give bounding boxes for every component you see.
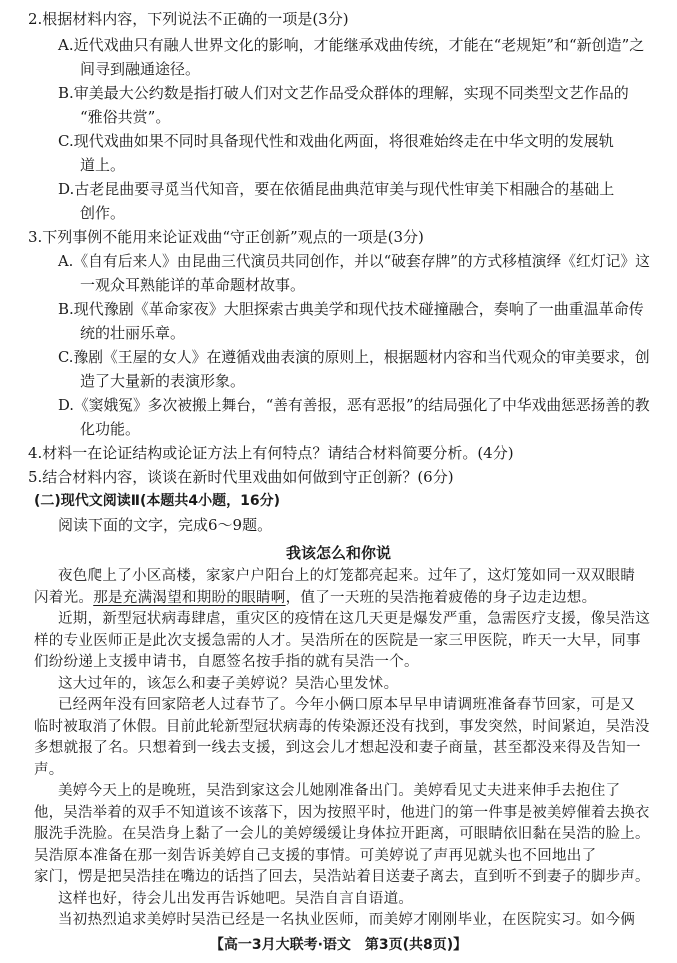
q3-option-d-line1: D.《窦娥冤》多次被搬上舞台，“善有善报，恶有恶报”的结局强化了中华戏曲惩恶扬善的教 [58,396,650,414]
story-p5-line4: 吴浩原本准备在那一刻告诉美婷自己支援的事情。可美婷说了声再见就头也不回地出了 [34,847,597,864]
q2-option-a-line2: 间寻到融通途径。 [80,60,201,78]
section-heading: (二)现代文阅读Ⅱ(本题共4小题，16分) [34,493,281,509]
q3-option-a-line2: 一观众耳熟能详的革命题材故事。 [80,276,306,294]
story-p5-line3: 服洗手洗脸。在吴浩身上黏了一会儿的美婷缓缓让身体拉开距离，可眼睛依旧黏在吴浩的脸上。 [34,826,650,842]
story-p2-line2: 样的专业医师正是此次支援急需的人才。吴浩所在的医院是一家三甲医院，昨天一大早，同事 [34,632,641,649]
story-p1-line2 [34,588,596,608]
q3-option-a-line1: A.《自有后来人》由昆曲三代演员共同创作，并以“破套存牌”的方式移植演绎《红灯记》这 [58,252,650,270]
q2-option-c-line1: C.现代戏曲如果不同时具备现代性和戏曲化两面，将很难始终走在中华文明的发展轨 [58,132,614,150]
reading-instruction: 阅读下面的文字，完成6～9题。 [58,516,273,534]
q3-option-c-line2: 造了大量新的表演形象。 [80,372,246,390]
question-3-stem: 3.下列事例不能用来论证戏曲“守正创新”观点的一项是(3分) [28,228,424,246]
q3-option-b-line2: 统的壮丽乐章。 [80,324,186,342]
q2-option-d-line2: 创作。 [80,204,126,222]
story-p5-line5: 家门，愣是把吴浩挂在嘴边的话挡了回去，吴浩站着目送妻子离去，直到听不到妻子的脚步声。 [34,869,650,885]
story-p4-line4: 声。 [34,761,64,778]
story-p1-line1: 夜色爬上了小区高楼，家家户户阳台上的灯笼都亮起来。过年了，这灯笼如同一双双眼睛 [58,568,636,584]
q2-option-c-line2: 道上。 [80,156,126,174]
story-text: 闪着光。 [34,589,94,606]
story-p4-line3: 多想就报了名。只想着到一线去支援，到这会儿才想起没和妻子商量，甚至都没来得及告知一 [34,740,641,756]
story-p2-line1: 近期，新型冠状病毒肆虐，重灾区的疫情在这几天更是爆发严重，急需医疗支援，像吴浩这 [58,611,650,627]
q3-option-b-line1: B.现代豫剧《革命家夜》大胆探索古典美学和现代技术碰撞融合，奏响了一曲重温革命传 [58,300,644,318]
story-p3-line1: 这大过年的，该怎么和妻子美婷说？吴浩心里发怵。 [58,675,399,692]
q2-option-b-line2: “雅俗共赏”。 [80,108,171,126]
question-5: 5.结合材料内容，谈谈在新时代里戏曲如何做到守正创新？(6分) [28,468,454,486]
q2-option-b-line1: B.审美最大公约数是指打破人们对文艺作品受众群体的理解，实现不同类型文艺作品的 [58,84,629,102]
page-footer: 【高一3月大联考·语文 第3页(共8页)】 [209,937,468,953]
question-4: 4.材料一在论证结构或论证方法上有何特点？请结合材料简要分析。(4分) [28,444,514,462]
story-p4-line2: 临时被取消了休假。目前此轮新型冠状病毒的传染源还没有找到，事发突然，时间紧迫，吴浩没 [34,718,650,735]
question-2-stem: 2.根据材料内容，下列说法不正确的一项是(3分) [28,10,349,28]
q2-option-d-line1: D.古老昆曲要寻觅当代知音，要在依循昆曲典范审美与现代性审美下相融合的基础上 [58,180,615,198]
underlined-sentence: 那是充满渴望和期盼的眼睛啊 [93,589,286,606]
story-p7-line1: 当初热烈追求美婷时吴浩已经是一名执业医师，而美婷才刚刚毕业，在医院实习。如今俩 [58,912,636,928]
q2-option-a-line1: A.近代戏曲只有融人世界文化的影响，才能继承戏曲传统，才能在“老规矩”和“新创造”之 [58,36,645,54]
q3-option-c-line1: C.豫剧《王屋的女人》在遵循戏曲表演的原则上，根据题材内容和当代观众的审美要求，创 [58,348,650,366]
story-p5-line1: 美婷今天上的是晚班，吴浩到家这会儿她刚准备出门。美婷看见丈夫进来伸手去抱住了 [58,783,621,799]
story-p5-line2: 他，吴浩举着的双手不知道该不该落下，因为按照平时，他进门的第一件事是被美婷催着去换衣 [34,804,650,821]
story-p2-line3: 们纷纷递上支援申请书，自愿签名按手指的就有吴浩一个。 [34,654,419,670]
story-title: 我该怎么和你说 [285,544,391,562]
story-p6-line1: 这样也好，待会儿出发再告诉她吧。吴浩自言自语道。 [58,890,414,907]
story-text: ，值了一天班的吴浩拖着疲倦的身子边走边想。 [285,589,597,606]
story-p4-line1: 已经两年没有回家陪老人过春节了。今年小俩口原本早早申请调班准备春节回家，可是又 [58,697,636,713]
q3-option-d-line2: 化功能。 [80,420,141,438]
